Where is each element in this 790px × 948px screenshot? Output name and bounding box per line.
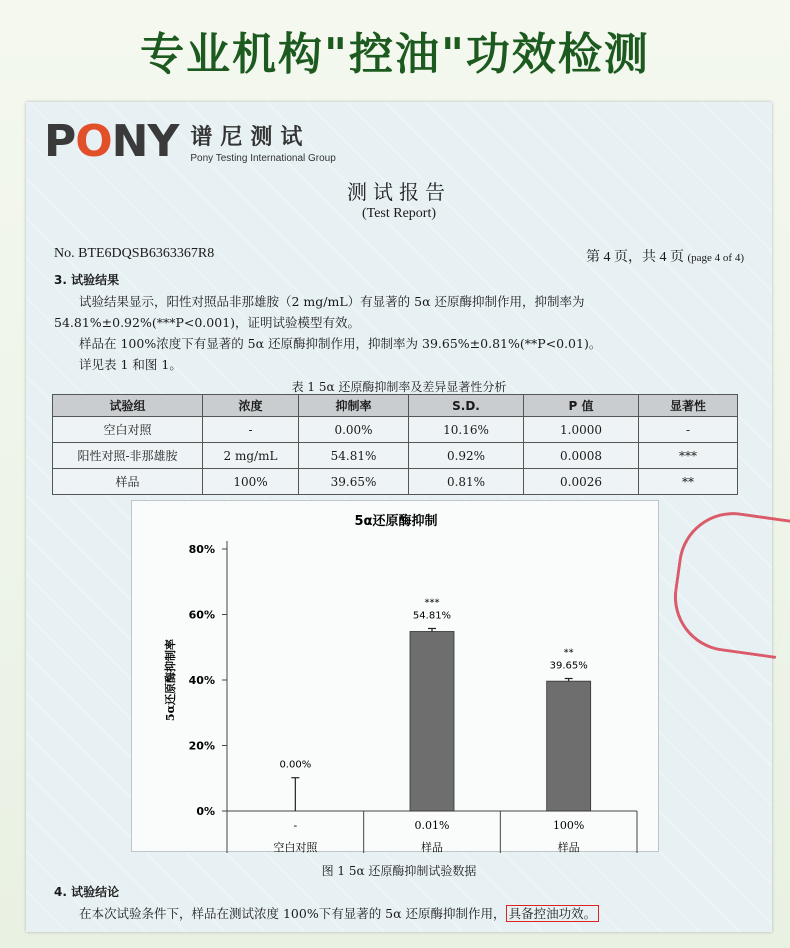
table-header: S.D. bbox=[409, 395, 524, 417]
section-4-title: 4. 试验结论 bbox=[54, 885, 120, 899]
table-cell: 空白对照 bbox=[53, 417, 203, 443]
para-3: 详见表 1 和图 1。 bbox=[79, 357, 182, 372]
conclusion-highlight: 具备控油功效。 bbox=[506, 905, 600, 922]
company-logo bbox=[44, 116, 336, 167]
logo-wordmark: PONY bbox=[44, 116, 179, 167]
y-tick-label: 20% bbox=[188, 739, 215, 753]
table-cell: 0.81% bbox=[409, 469, 524, 495]
data-label: 0.00% bbox=[279, 759, 312, 771]
chart-title: 5α还原酶抑制 bbox=[354, 514, 438, 529]
company-name-cn: 谱尼测试 bbox=[190, 125, 311, 150]
table-header: 显著性 bbox=[639, 395, 738, 417]
table-cell: 1.0000 bbox=[524, 417, 639, 443]
para-1-line-2: 54.81%±0.92%(***P<0.001)，证明试验模型有效。 bbox=[54, 315, 361, 330]
chart-svg bbox=[132, 501, 660, 853]
table-cell: - bbox=[639, 417, 738, 443]
table-cell: - bbox=[203, 417, 299, 443]
y-tick-label: 0% bbox=[196, 805, 215, 818]
banner-title: 专业机构"控油"功效检测 bbox=[140, 29, 650, 80]
table-cell: 100% bbox=[203, 469, 299, 495]
table-header: P 值 bbox=[524, 395, 639, 417]
table-cell: ** bbox=[639, 469, 738, 495]
table-cell: 0.00% bbox=[299, 417, 409, 443]
table-cell: 2 mg/mL bbox=[203, 443, 299, 469]
table-header: 抑制率 bbox=[299, 395, 409, 417]
table-row bbox=[53, 443, 738, 469]
table-header: 浓度 bbox=[203, 395, 299, 417]
banner bbox=[0, 0, 790, 100]
results-table bbox=[52, 394, 738, 495]
y-tick-label: 80% bbox=[188, 543, 215, 556]
category-concentration: 100% bbox=[552, 819, 585, 832]
category-label: 样品 bbox=[421, 841, 443, 853]
table-cell: 0.0008 bbox=[524, 443, 639, 469]
significance-label: *** bbox=[424, 597, 440, 609]
test-report-document bbox=[26, 102, 772, 932]
inhibition-chart bbox=[131, 500, 659, 852]
table-cell: 39.65% bbox=[299, 469, 409, 495]
table-row bbox=[53, 417, 738, 443]
data-label: 39.65% bbox=[549, 660, 588, 672]
category-concentration: - bbox=[293, 819, 298, 832]
significance-label: ** bbox=[563, 647, 574, 659]
para-2: 样品在 100%浓度下有显著的 5α 还原酶抑制作用，抑制率为 39.65%±0.81%(**P<0.01)。 bbox=[79, 336, 602, 351]
y-axis-label: 5α还原酶抑制率 bbox=[164, 638, 177, 722]
table-caption: 表 1 5α 还原酶抑制率及差异显著性分析 bbox=[291, 380, 507, 394]
figure-caption: 图 1 5α 还原酶抑制试验数据 bbox=[321, 864, 477, 878]
table-cell: 样品 bbox=[53, 469, 203, 495]
results-section bbox=[54, 270, 744, 375]
conclusion-section bbox=[54, 882, 744, 924]
category-concentration: 0.01% bbox=[414, 819, 450, 832]
table-header-row bbox=[53, 395, 738, 417]
table-cell: 10.16% bbox=[409, 417, 524, 443]
table-header: 试验组 bbox=[53, 395, 203, 417]
section-3-title: 3. 试验结果 bbox=[54, 273, 120, 287]
conclusion-text: 在本次试验条件下，样品在测试浓度 100%下有显著的 5α 还原酶抑制作用， 具备控油功效。 bbox=[54, 903, 744, 924]
table-cell: *** bbox=[639, 443, 738, 469]
bar bbox=[410, 631, 454, 811]
table-cell: 0.0026 bbox=[524, 469, 639, 495]
table-cell: 阳性对照-非那雄胺 bbox=[53, 443, 203, 469]
report-number: No. BTE6DQSB6363367R8 bbox=[54, 246, 215, 261]
para-1-line-1: 试验结果显示，阳性对照品非那雄胺（2 mg/mL）有显著的 5α 还原酶抑制作用，抑制率为 bbox=[79, 294, 585, 309]
table-cell: 54.81% bbox=[299, 443, 409, 469]
bar bbox=[547, 681, 591, 811]
category-label: 样品 bbox=[557, 841, 580, 853]
category-label: 空白对照 bbox=[273, 841, 318, 853]
report-subtitle: (Test Report) bbox=[361, 206, 437, 221]
page-info: 第 4 页，共 4 页 (page 4 of 4) bbox=[585, 250, 744, 265]
data-label: 54.81% bbox=[412, 610, 452, 622]
table-row bbox=[53, 469, 738, 495]
company-name-en: Pony Testing International Group bbox=[190, 153, 336, 164]
y-tick-label: 40% bbox=[188, 674, 215, 687]
table-cell: 0.92% bbox=[409, 443, 524, 469]
y-tick-label: 60% bbox=[188, 608, 215, 622]
official-seal bbox=[667, 505, 790, 659]
report-title: 测试报告 bbox=[347, 180, 451, 204]
